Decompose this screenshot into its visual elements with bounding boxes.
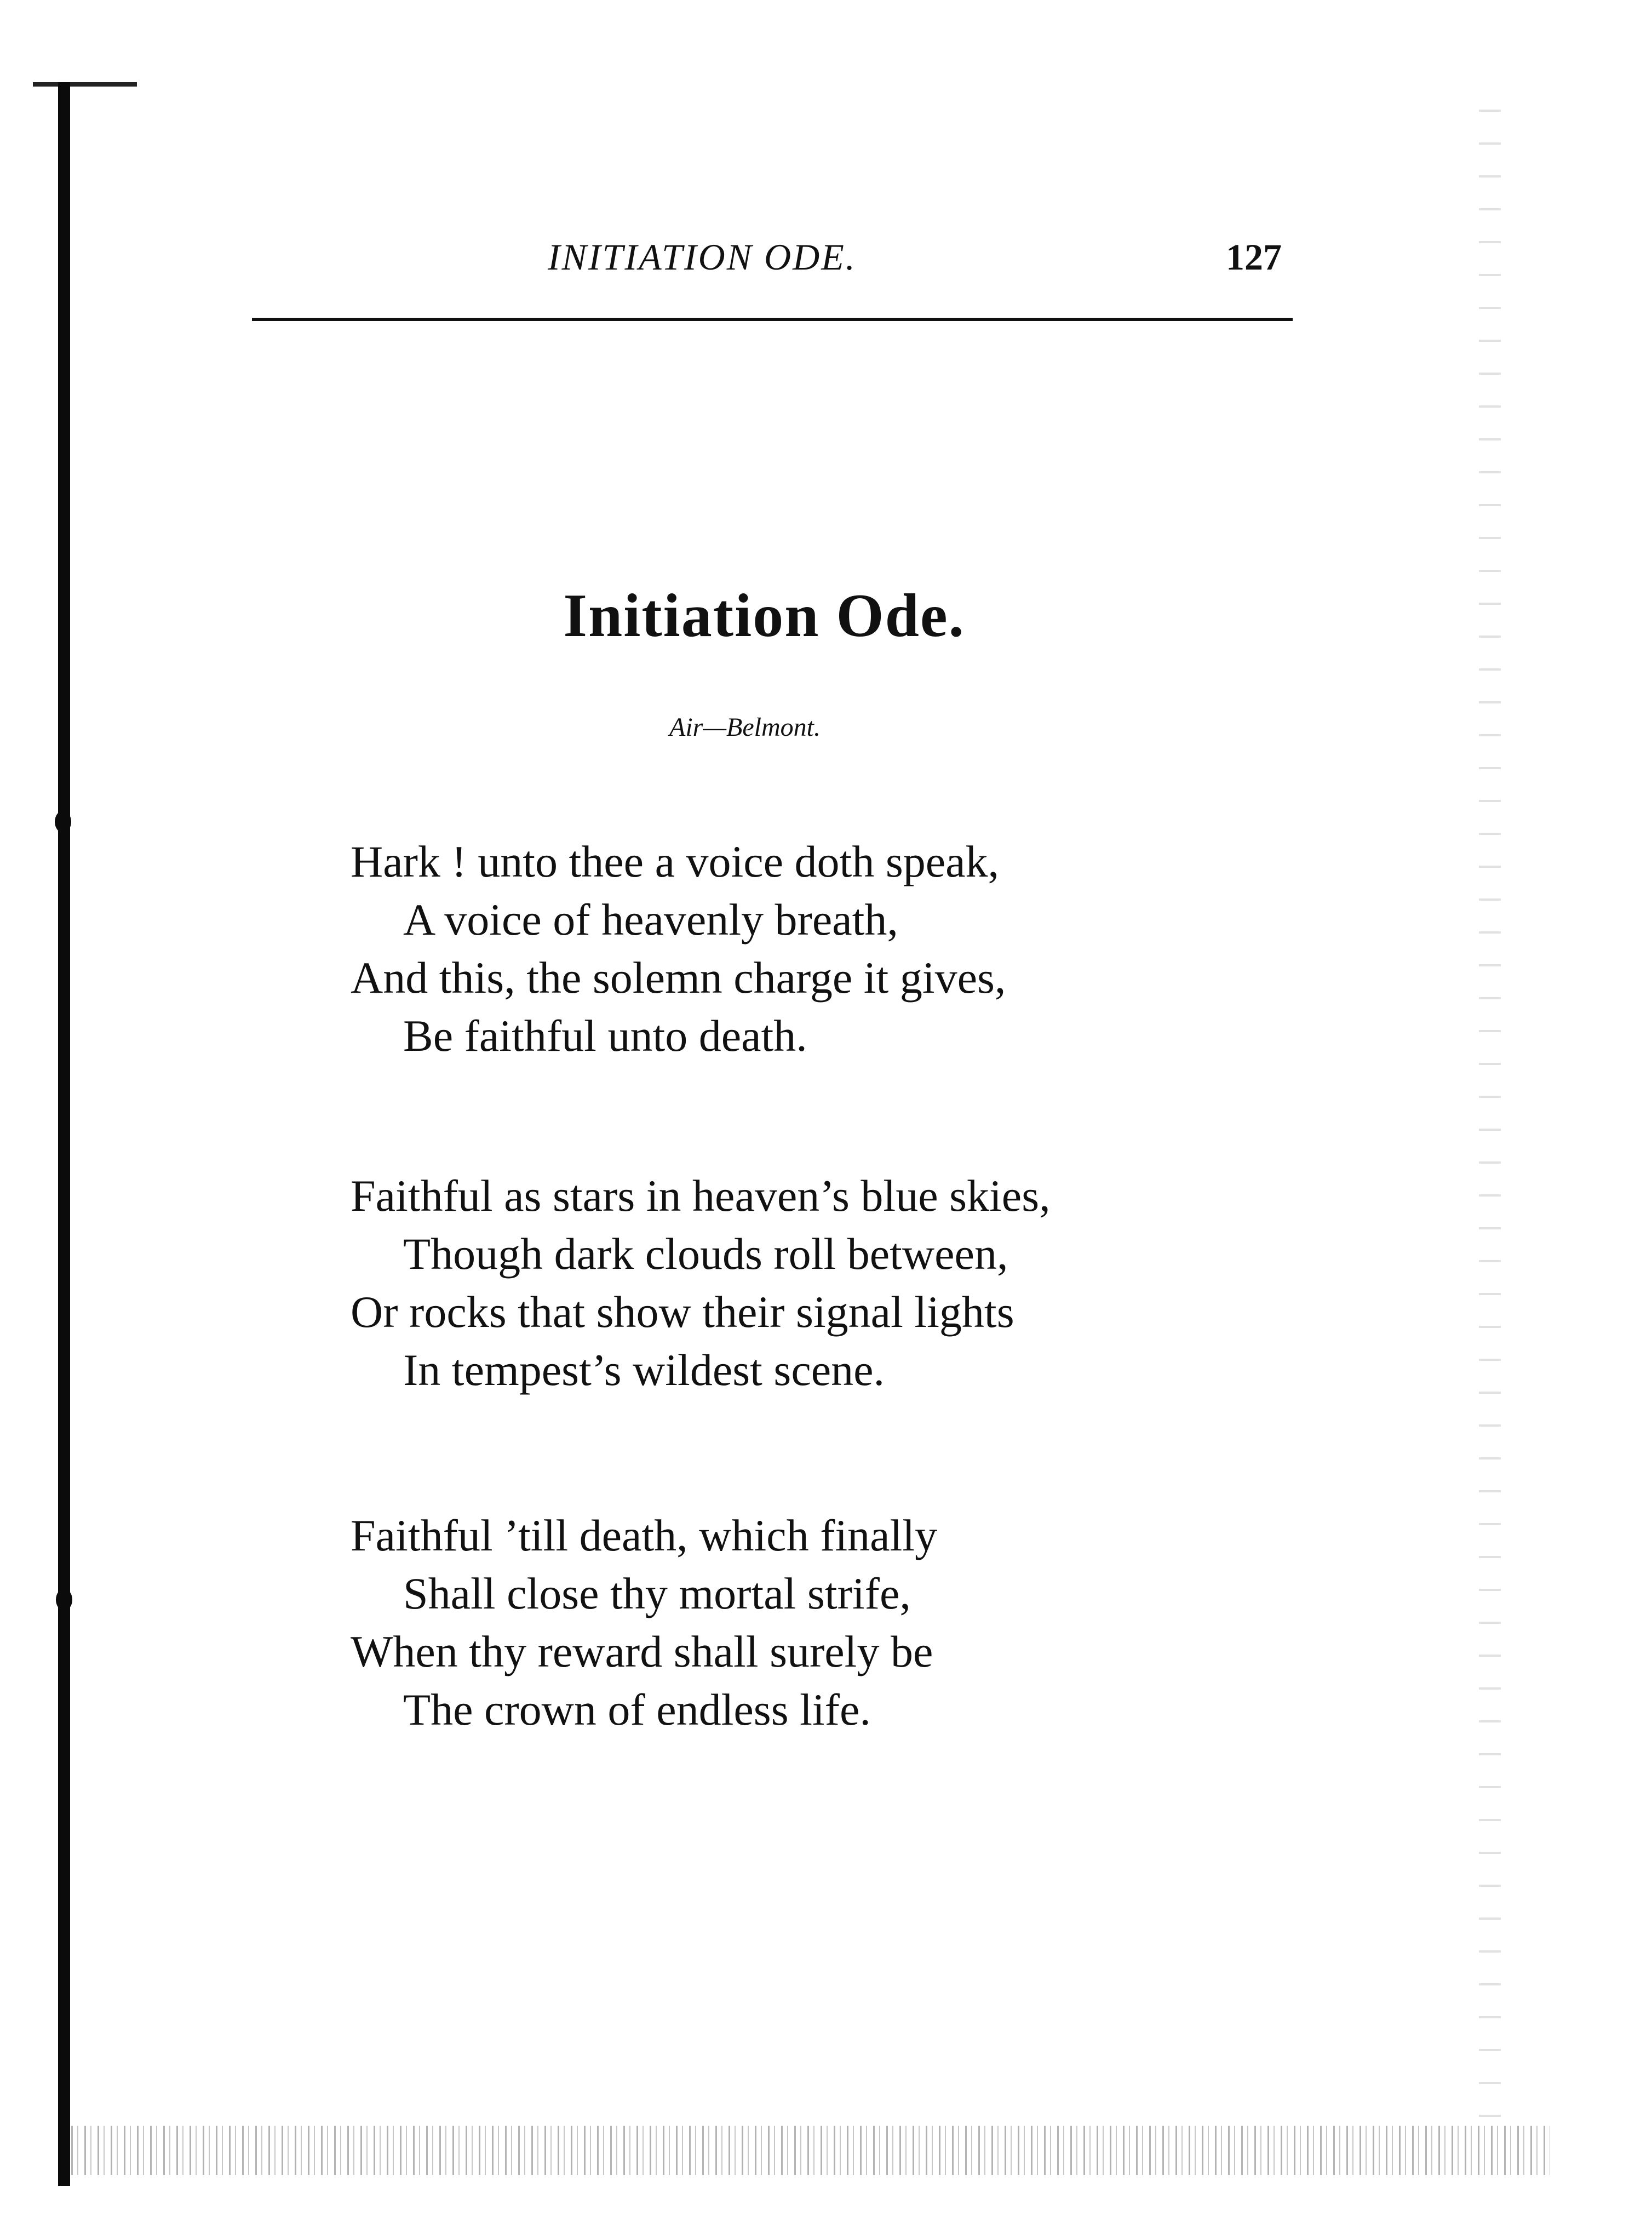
poem-line: And this, the solemn charge it gives,	[351, 953, 1006, 1003]
poem-line: When thy reward shall surely be	[351, 1627, 933, 1676]
scan-noise-bottom	[71, 2126, 1550, 2175]
poem-line: A voice of heavenly breath,	[403, 895, 898, 945]
page-number: 127	[1226, 236, 1282, 278]
poem-line: Be faithful unto death.	[403, 1011, 807, 1061]
binding-edge-top	[33, 82, 137, 87]
stanza-1	[351, 833, 1282, 1065]
poem-line: Faithful ’till death, which finally	[351, 1510, 938, 1560]
poem-title: Initiation Ode.	[563, 582, 965, 650]
poem-air: Air—Belmont.	[669, 713, 821, 742]
scan-noise-right	[1479, 110, 1501, 2137]
poem-line: Or rocks that show their signal lights	[351, 1287, 1014, 1337]
poem-line: Shall close thy mortal strife,	[403, 1569, 911, 1618]
poem-line: In tempest’s wildest scene.	[403, 1345, 885, 1395]
poem-line: The crown of endless life.	[403, 1685, 871, 1735]
poem-line: Hark ! unto thee a voice doth speak,	[351, 837, 1000, 886]
poem-line: Faithful as stars in heaven’s blue skies,	[351, 1171, 1051, 1221]
binding-mark	[55, 811, 71, 833]
poem-line: Though dark clouds roll between,	[403, 1229, 1008, 1279]
header-rule	[252, 318, 1293, 321]
stanza-2	[351, 1167, 1282, 1399]
running-title: INITIATION ODE.	[548, 236, 857, 278]
running-head	[252, 236, 1293, 296]
binding-mark	[56, 1589, 72, 1611]
stanza-3	[351, 1507, 1282, 1739]
binding-edge	[58, 82, 70, 2186]
